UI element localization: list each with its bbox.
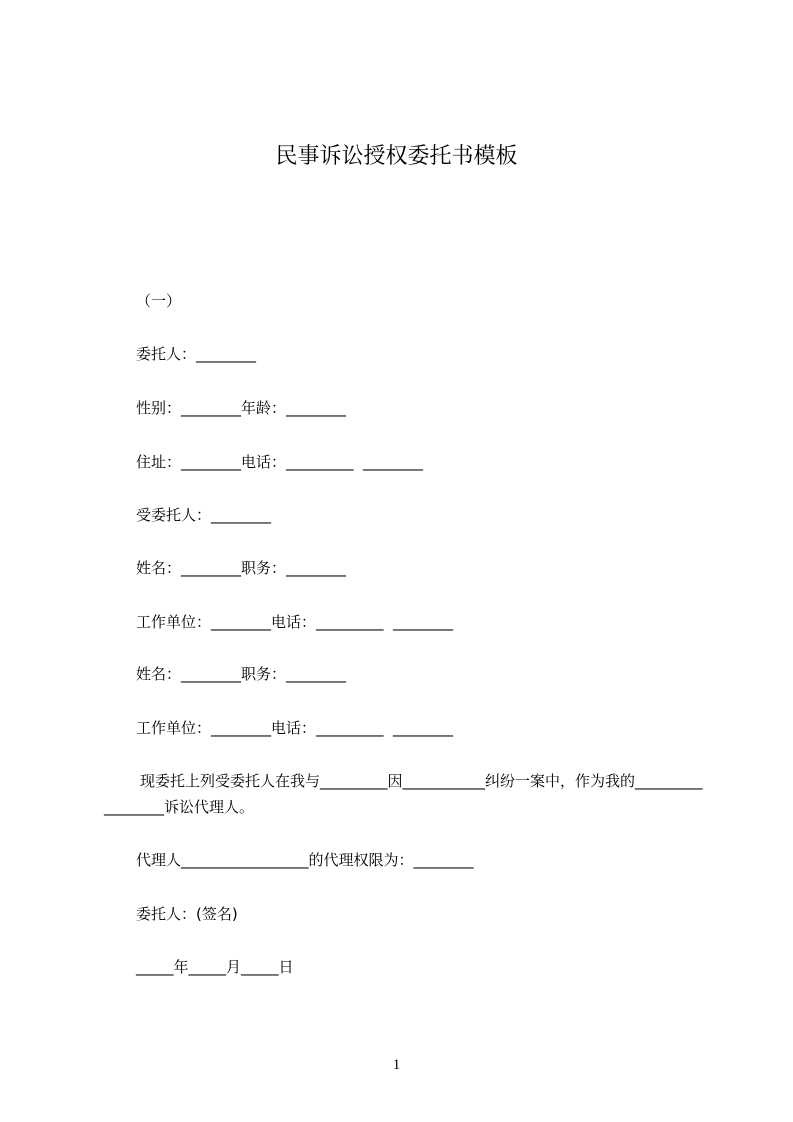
delegation-paragraph: 现委托上列受委托人在我与_________因___________纠纷一案中，作为我的_________________诉讼代理人。 <box>104 772 703 816</box>
document-title: 民事诉讼授权委托书模板 <box>275 144 518 169</box>
agent2-name-position-line: 姓名：________职务：________ <box>136 665 347 683</box>
signature-line: 委托人：(签名) <box>136 905 238 923</box>
agency-authority-line: 代理人_________________的代理权限为：________ <box>136 851 474 869</box>
gender-age-line: 性别：________年龄：________ <box>136 399 347 417</box>
agent2-workplace-phone-line: 工作单位：________电话：_________ ________ <box>136 719 454 737</box>
address-phone-line: 住址：________电话：_________ ________ <box>136 453 424 471</box>
agent-heading-line: 受委托人：________ <box>136 506 272 524</box>
principal-line: 委托人：________ <box>136 345 257 363</box>
agent1-name-position-line: 姓名：________职务：________ <box>136 559 347 577</box>
section-label: （一） <box>136 292 182 310</box>
date-line: _____年_____月_____日 <box>136 958 294 976</box>
agent1-workplace-phone-line: 工作单位：________电话：_________ ________ <box>136 613 454 631</box>
page-number: 1 <box>392 1057 401 1073</box>
